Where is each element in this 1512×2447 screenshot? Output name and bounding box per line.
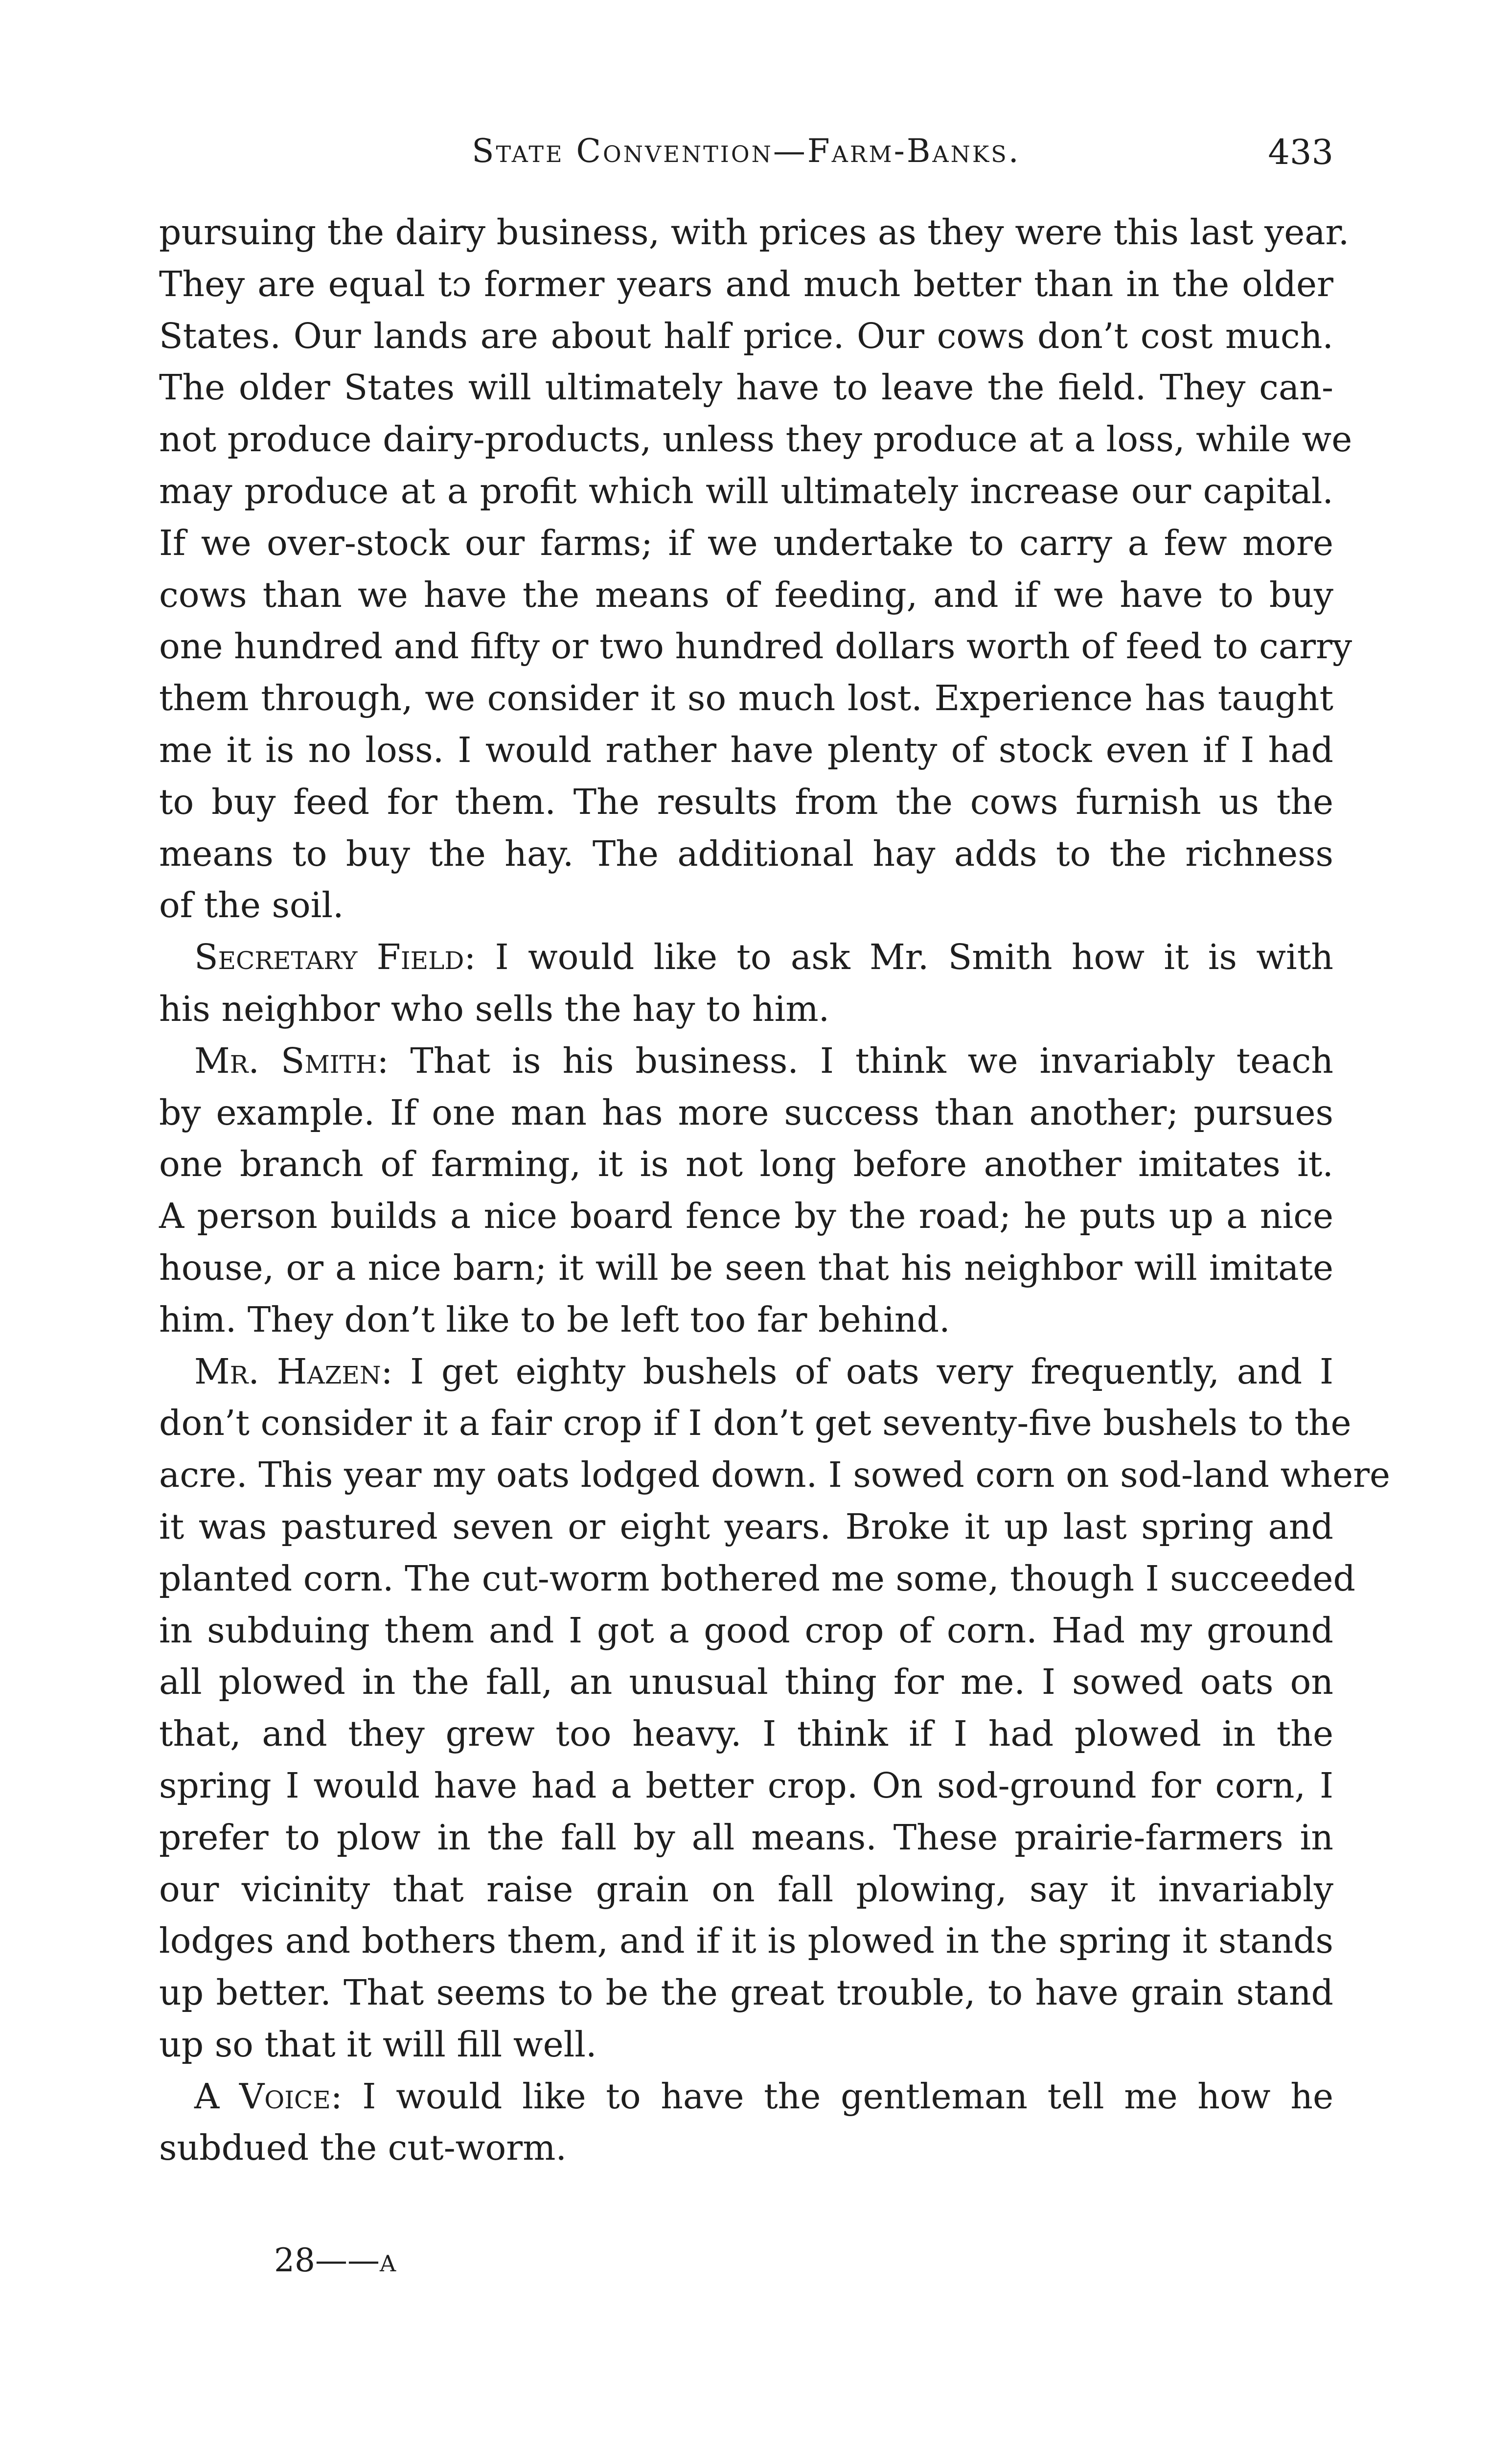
text-line: [159, 1553, 1355, 1605]
text-line: [159, 258, 1333, 310]
speaker-line: [159, 1346, 1333, 1398]
page-number: 433: [1268, 132, 1333, 172]
text-line: [159, 776, 1333, 828]
text-line: [159, 724, 1333, 776]
line-text: cows than we have the means of feeding, and if we have to buy: [159, 574, 1333, 615]
text-line: [159, 569, 1333, 621]
line-text: The older States will ultimately have to leave the field. They can-: [159, 367, 1333, 408]
line-text: : I would like to ask Mr. Smith how it is with: [464, 937, 1333, 978]
text-line: [159, 1242, 1333, 1294]
line-text: subdued the cut-worm.: [159, 2127, 567, 2169]
text-line: [159, 1138, 1333, 1190]
speaker-line: [159, 931, 1333, 983]
line-text: his neighbor who sells the hay to him.: [159, 988, 830, 1029]
line-text: spring I would have had a better crop. On sod-ground for corn, I: [159, 1765, 1333, 1806]
line-text: up so that it will fill well.: [159, 2024, 597, 2065]
line-text: may produce at a profit which will ultimately increase our capital.: [159, 470, 1333, 511]
line-text: that, and they grew too heavy. I think if I had plowed in the: [159, 1713, 1333, 1754]
line-text: one hundred and fifty or two hundred dollars worth of feed to carry: [159, 626, 1352, 667]
text-line: [159, 879, 1333, 931]
line-text: planted corn. The cut-worm bothered me some, though I succeeded: [159, 1558, 1355, 1599]
text-line: [159, 1190, 1333, 1242]
text-line: [159, 1449, 1391, 1501]
line-text: one branch of farming, it is not long before another imitates it.: [159, 1144, 1333, 1185]
text-line: [159, 362, 1333, 414]
line-text: him. They don’t like to be left too far behind.: [159, 1299, 950, 1340]
speaker-name: A Voice: [194, 2076, 331, 2117]
line-text: acre. This year my oats lodged down. I sowed corn on sod-land where: [159, 1454, 1391, 1496]
text-line: [159, 465, 1333, 517]
text-line: [159, 1087, 1333, 1139]
line-text: me it is no loss. I would rather have plenty of stock even if I had: [159, 729, 1333, 770]
line-text: in subduing them and I got a good crop of corn. Had my ground: [159, 1610, 1333, 1651]
line-text: house, or a nice barn; it will be seen that his neighbor will imitate: [159, 1247, 1333, 1288]
text-line: [159, 672, 1333, 724]
body-text: [159, 207, 1391, 2174]
line-text: don’t consider it a fair crop if I don’t get seventy-five bushels to the: [159, 1403, 1352, 1444]
signature-number: 28: [274, 2241, 315, 2279]
line-text: of the soil.: [159, 885, 344, 926]
text-line: [159, 1915, 1333, 1967]
text-line: [159, 414, 1352, 465]
signature-mark: [274, 2241, 396, 2279]
line-text: : I get eighty bushels of oats very frequently, and I: [381, 1351, 1333, 1392]
line-text: our vicinity that raise grain on fall plowing, say it invariably: [159, 1869, 1333, 1910]
speaker-line: [159, 2071, 1333, 2123]
speaker-name: Mr. Hazen: [194, 1351, 381, 1392]
text-line: [159, 1967, 1333, 2019]
text-line: [159, 2019, 1333, 2071]
signature-letter: a: [379, 2241, 396, 2279]
line-text: pursuing the dairy business, with prices as they were this last year.: [159, 212, 1350, 253]
speaker-line: [159, 1035, 1333, 1087]
page-header: [159, 132, 1333, 176]
line-text: : That is his business. I think we invariably teach: [377, 1040, 1333, 1081]
line-text: means to buy the hay. The additional hay adds to the richness: [159, 833, 1333, 874]
line-text: They are equal tɔ former years and much better than in the older: [159, 263, 1333, 304]
line-text: all plowed in the fall, an unusual thing for me. I sowed oats on: [159, 1662, 1333, 1703]
line-text: prefer to plow in the fall by all means. These prairie-farmers in: [159, 1817, 1333, 1858]
line-text: to buy feed for them. The results from the cows furnish us the: [159, 781, 1333, 822]
text-line: [159, 1760, 1333, 1812]
text-line: [159, 1708, 1333, 1760]
text-line: [159, 517, 1333, 569]
line-text: A person builds a nice board fence by the road; he puts up a nice: [159, 1196, 1333, 1237]
running-head: State Convention—Farm-Banks.: [472, 132, 1021, 170]
speaker-name: Secretary Field: [194, 937, 464, 978]
line-text: States. Our lands are about half price. Our cows don’t cost much.: [159, 315, 1333, 356]
line-text: lodges and bothers them, and if it is plowed in the spring it stands: [159, 1920, 1333, 1962]
text-line: [159, 207, 1350, 258]
text-line: [159, 1294, 1333, 1346]
text-line: [159, 2122, 1333, 2174]
text-line: [159, 1812, 1333, 1864]
line-text: not produce dairy-products, unless they produce at a loss, while we: [159, 419, 1352, 460]
line-text: up better. That seems to be the great trouble, to have grain stand: [159, 1972, 1333, 2013]
speaker-name: Mr. Smith: [194, 1040, 377, 1081]
text-line: [159, 1656, 1333, 1708]
line-text: If we over-stock our farms; if we undertake to carry a few more: [159, 522, 1333, 563]
line-text: : I would like to have the gentleman tell me how he: [330, 2076, 1333, 2117]
text-line: [159, 1501, 1333, 1553]
text-line: [159, 1605, 1333, 1657]
line-text: them through, we consider it so much lost. Experience has taught: [159, 678, 1333, 719]
text-line: [159, 310, 1333, 362]
text-line: [159, 983, 1333, 1035]
text-line: [159, 828, 1333, 880]
text-line: [159, 621, 1352, 672]
signature-dash: ——: [315, 2241, 380, 2279]
text-line: [159, 1864, 1333, 1916]
line-text: it was pastured seven or eight years. Broke it up last spring and: [159, 1506, 1333, 1547]
line-text: by example. If one man has more success than another; pursues: [159, 1092, 1333, 1133]
text-line: [159, 1397, 1352, 1449]
